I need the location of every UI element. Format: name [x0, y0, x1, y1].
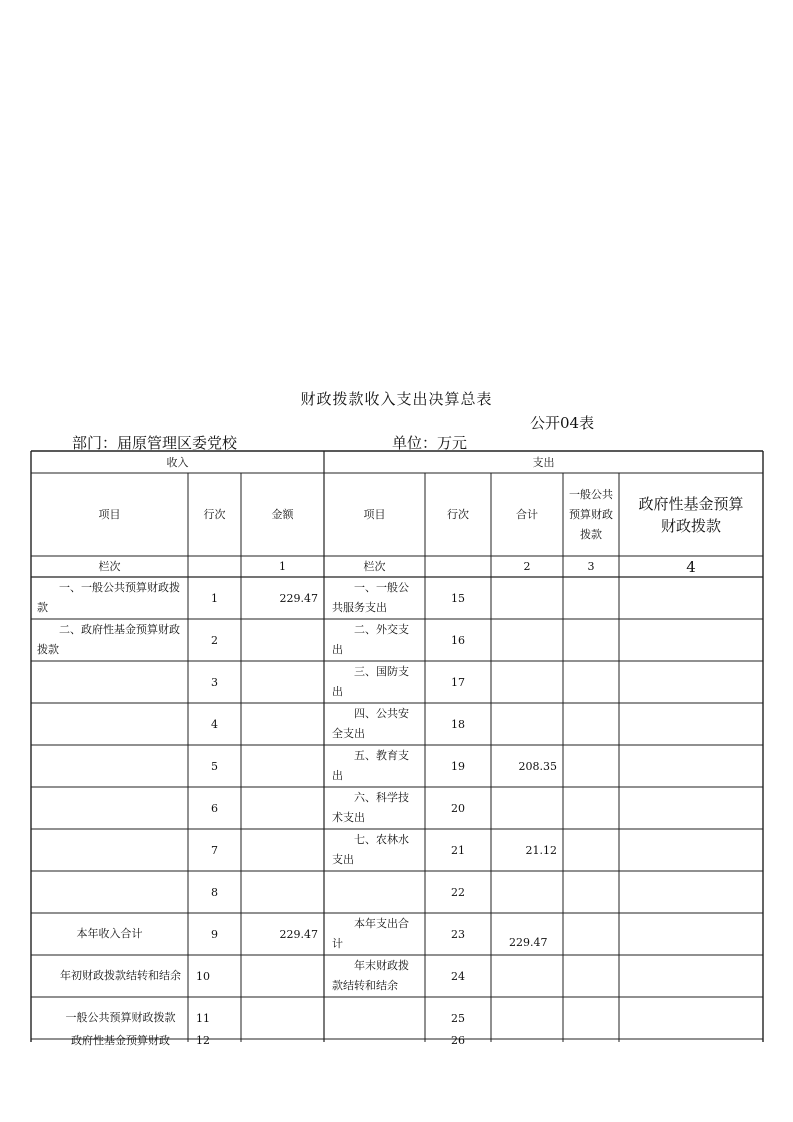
expense-total-cell	[491, 997, 563, 1039]
expense-group-header: 支出	[532, 455, 555, 469]
income-amount-cell: 229.47	[279, 927, 318, 941]
fund-budget-cell	[619, 619, 763, 661]
general-budget-cell	[563, 703, 619, 745]
general-budget-cell	[563, 997, 619, 1039]
expense-item-cell: 三、国防支出	[332, 665, 409, 698]
expense-item-cell: 一、一般公共服务支出	[332, 581, 409, 614]
expense-item-cell	[324, 1039, 425, 1042]
index-col-1: 1	[279, 560, 286, 573]
expense-item-cell: 二、外交支出	[332, 623, 409, 656]
income-item-cell: 年初财政拨款结转和结余	[60, 969, 181, 982]
expense-row-no-cell: 15	[451, 591, 465, 605]
income-item-cell	[31, 703, 188, 745]
expense-total-header: 合计	[516, 508, 538, 521]
income-row-no-cell: 1	[211, 591, 218, 605]
income-item-cell	[31, 661, 188, 703]
income-amount-cell	[241, 829, 324, 871]
expense-item-header: 项目	[363, 508, 386, 521]
income-row-no-header: 行次	[203, 507, 226, 521]
index-col-4: 4	[686, 557, 696, 576]
income-item-cell: 一般公共预算财政拨款	[65, 1011, 176, 1024]
expense-row-no-cell: 26	[451, 1034, 465, 1047]
expense-row-no-cell: 16	[451, 633, 465, 647]
general-budget-cell	[563, 787, 619, 829]
table-code: 公开04表	[530, 414, 595, 432]
income-item-cell	[31, 787, 188, 829]
expense-row-no-cell: 22	[451, 885, 465, 899]
expense-total-cell: 21.12	[525, 843, 557, 857]
income-item-cell	[31, 871, 188, 913]
department-label: 部门：届原管理区委党校	[72, 434, 238, 452]
expense-item-cell: 年末财政拨款结转和结余	[332, 959, 409, 992]
income-amount-cell	[241, 997, 324, 1039]
expense-total-cell	[491, 703, 563, 745]
income-row-no-cell: 5	[211, 759, 218, 773]
income-row-index	[188, 556, 241, 577]
expense-item-cell: 四、公共安全支出	[332, 707, 409, 740]
general-budget-cell	[563, 1039, 619, 1042]
income-amount-cell	[241, 619, 324, 661]
expense-row-no-cell: 19	[451, 759, 465, 773]
expense-item-cell	[324, 871, 425, 913]
income-amount-cell	[241, 661, 324, 703]
income-item-cell: 政府性基金预算财政	[71, 1033, 170, 1047]
income-item-cell: 二、政府性基金预算财政拨款	[37, 623, 180, 656]
fund-budget-cell	[619, 787, 763, 829]
expense-row-no-cell: 21	[451, 843, 465, 857]
general-budget-cell	[563, 871, 619, 913]
income-row-no-cell: 12	[196, 1034, 210, 1047]
expense-row-no-cell: 23	[451, 927, 465, 941]
income-item-cell: 本年收入合计	[76, 927, 143, 940]
income-amount-cell	[241, 787, 324, 829]
expense-row-no-cell: 24	[451, 969, 465, 983]
expense-total-cell	[491, 619, 563, 661]
expense-total-cell	[491, 1039, 563, 1042]
fund-budget-cell	[619, 703, 763, 745]
income-item-cell: 一、一般公共预算财政拨款	[37, 581, 180, 614]
fund-budget-cell	[619, 1039, 763, 1042]
unit-label: 单位：万元	[392, 434, 468, 452]
expense-item-cell: 五、教育支出	[332, 749, 409, 782]
expense-total-cell: 229.47	[509, 936, 548, 949]
general-budget-cell	[563, 829, 619, 871]
income-row-no-cell: 7	[211, 843, 218, 857]
income-group-header: 收入	[166, 455, 189, 469]
table-title: 财政拨款收入支出决算总表	[300, 390, 493, 408]
fund-budget-cell	[619, 661, 763, 703]
income-item-cell	[31, 745, 188, 787]
income-amount-cell	[241, 703, 324, 745]
expense-item-cell: 六、科学技术支出	[332, 791, 409, 824]
income-row-no-cell: 9	[211, 927, 218, 941]
general-budget-cell	[563, 913, 619, 955]
income-row-no-cell: 4	[211, 717, 218, 731]
expense-row-no-header: 行次	[447, 508, 469, 521]
general-budget-cell	[563, 955, 619, 997]
expense-row-no-cell: 20	[451, 801, 465, 815]
expense-row-no-cell: 25	[451, 1011, 465, 1025]
income-amount-cell	[241, 955, 324, 997]
expense-item-cell: 七、农林水支出	[332, 833, 409, 866]
income-row-no-cell: 2	[211, 633, 218, 647]
general-budget-cell	[563, 661, 619, 703]
income-item-cell	[31, 829, 188, 871]
fund-budget-cell	[619, 913, 763, 955]
general-budget-cell	[563, 619, 619, 661]
fund-budget-cell	[619, 745, 763, 787]
fund-budget-cell	[619, 577, 763, 619]
income-row-no-cell: 10	[196, 969, 210, 983]
expense-total-cell	[491, 577, 563, 619]
expense-row-no-cell: 18	[451, 717, 465, 731]
income-amount-header: 金额	[271, 508, 294, 521]
income-row-no-cell: 8	[211, 885, 218, 899]
expense-total-cell	[491, 661, 563, 703]
income-item-header: 项目	[98, 508, 121, 521]
fund-budget-header: 政府性基金预算财政拨款	[638, 494, 744, 535]
income-amount-cell	[241, 1039, 324, 1042]
expense-total-cell	[491, 871, 563, 913]
fund-budget-cell	[619, 955, 763, 997]
index-col-3: 3	[587, 560, 595, 573]
general-budget-header: 一般公共预算财政拨款	[569, 487, 613, 541]
expense-item-cell	[324, 997, 425, 1039]
fund-budget-cell	[619, 829, 763, 871]
income-index-label: 栏次	[98, 560, 121, 573]
income-row-no-cell: 3	[211, 675, 218, 689]
income-row-no-cell: 6	[211, 801, 218, 815]
income-amount-cell: 229.47	[279, 591, 318, 605]
expense-total-cell	[491, 955, 563, 997]
expense-total-cell	[491, 787, 563, 829]
expense-index-label: 栏次	[363, 560, 386, 573]
income-amount-cell	[241, 871, 324, 913]
expense-row-index	[425, 556, 491, 577]
expense-row-no-cell: 17	[451, 675, 465, 689]
fund-budget-cell	[619, 871, 763, 913]
expense-total-cell: 208.35	[518, 759, 557, 773]
expense-item-cell: 本年支出合计	[332, 917, 409, 950]
index-col-2: 2	[523, 560, 531, 573]
income-amount-cell	[241, 745, 324, 787]
income-row-no-cell: 11	[196, 1011, 210, 1025]
general-budget-cell	[563, 745, 619, 787]
general-budget-cell	[563, 577, 619, 619]
fund-budget-cell	[619, 997, 763, 1039]
